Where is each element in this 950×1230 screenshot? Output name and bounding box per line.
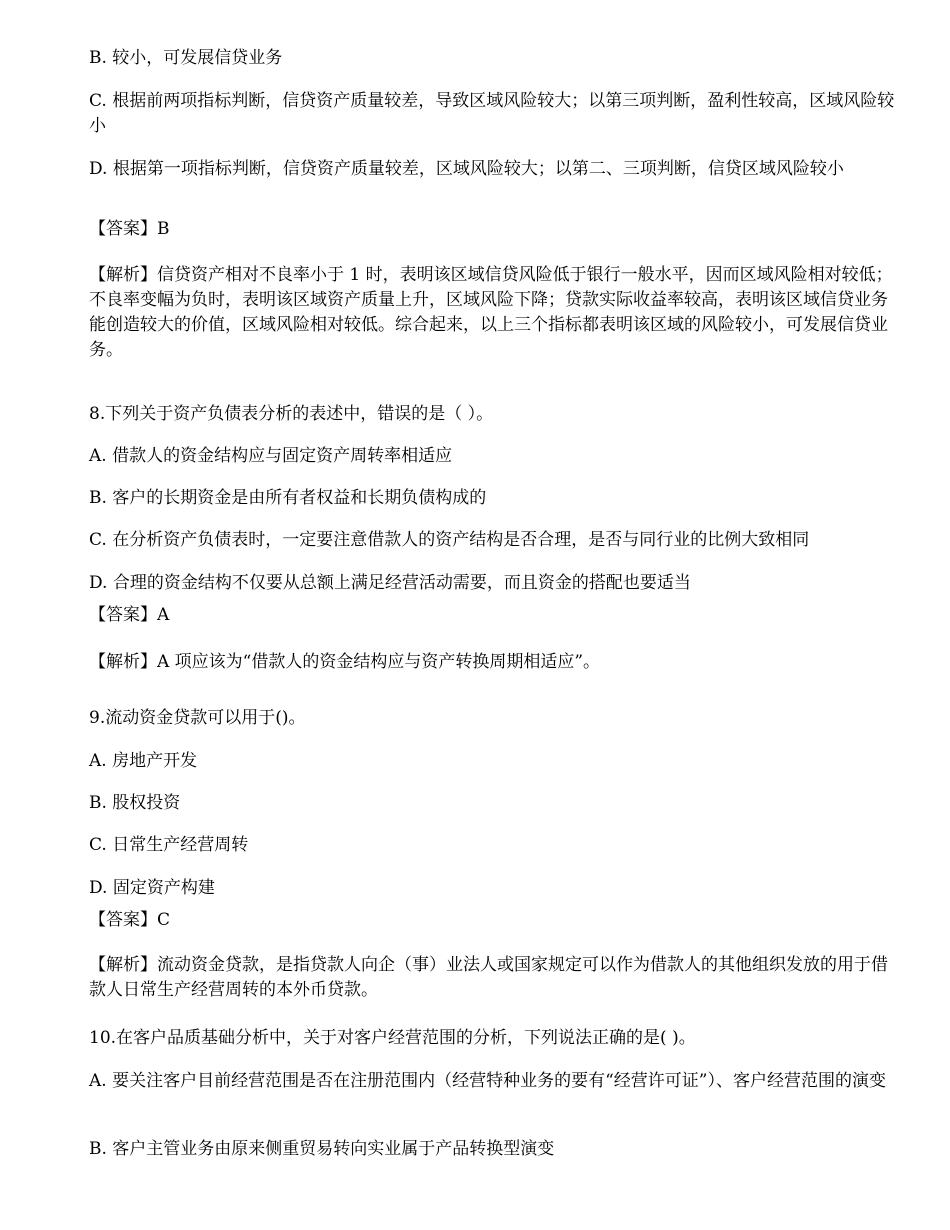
q8-analysis: 【解析】A 项应该为“借款人的资金结构应与资产转换周期相适应”。 — [89, 652, 601, 672]
q8-answer: 【答案】A — [89, 605, 170, 625]
q7-answer: 【答案】B — [89, 219, 170, 239]
q10-option-a: A. 要关注客户目前经营范围是否在注册范围内（经营特种业务的要有“经营许可证”）、客户经营范围的演变 — [89, 1071, 886, 1091]
q7-analysis: 【解析】信贷资产相对不良率小于 1 时，表明该区域信贷风险低于银行一般水平，因而区域风险相对较低；不良率变幅为负时，表明该区域资产质量上升，区域风险下降；贷款实际收益率较高，表明该区域信贷业务能创造较大的价值，区域风险相对较低。综合起来，以上三个指标都表明该区域的风险较小，可发展信贷业务。 — [89, 265, 893, 360]
q10-question: 10.在客户品质基础分析中，关于对客户经营范围的分析，下列说法正确的是( )。 — [89, 1028, 696, 1048]
q8-question: 8.下列关于资产负债表分析的表述中，错误的是（ ）。 — [89, 404, 494, 424]
q9-option-b: B. 股权投资 — [89, 793, 181, 813]
q9-answer: 【答案】C — [89, 910, 171, 930]
q10-option-b: B. 客户主管业务由原来侧重贸易转向实业属于产品转换型演变 — [89, 1139, 555, 1159]
q9-question: 9.流动资金贷款可以用于()。 — [89, 708, 306, 728]
q8-option-c: C. 在分析资产负债表时，一定要注意借款人的资产结构是否合理，是否与同行业的比例大致相同 — [89, 530, 810, 550]
q8-option-d: D. 合理的资金结构不仅要从总额上满足经营活动需要，而且资金的搭配也要适当 — [89, 573, 691, 593]
q9-option-a: A. 房地产开发 — [89, 751, 198, 771]
q8-option-a: A. 借款人的资金结构应与固定资产周转率相适应 — [89, 446, 453, 466]
q8-option-b: B. 客户的长期资金是由所有者权益和长期负债构成的 — [89, 488, 487, 508]
q7-option-c: C. 根据前两项指标判断，信贷资产质量较差，导致区域风险较大；以第三项判断，盈利性较高，区域风险较小 — [89, 91, 895, 136]
q9-option-d: D. 固定资产构建 — [89, 878, 215, 898]
q9-option-c: C. 日常生产经营周转 — [89, 835, 249, 855]
q7-option-d: D. 根据第一项指标判断，信贷资产质量较差，区域风险较大；以第二、三项判断，信贷区域风险较小 — [89, 159, 844, 179]
q9-analysis: 【解析】流动资金贷款，是指贷款人向企（事）业法人或国家规定可以作为借款人的其他组织发放的用于借款人日常生产经营周转的本外币贷款。 — [89, 955, 888, 1000]
q7-option-b: B. 较小，可发展信贷业务 — [89, 48, 283, 68]
